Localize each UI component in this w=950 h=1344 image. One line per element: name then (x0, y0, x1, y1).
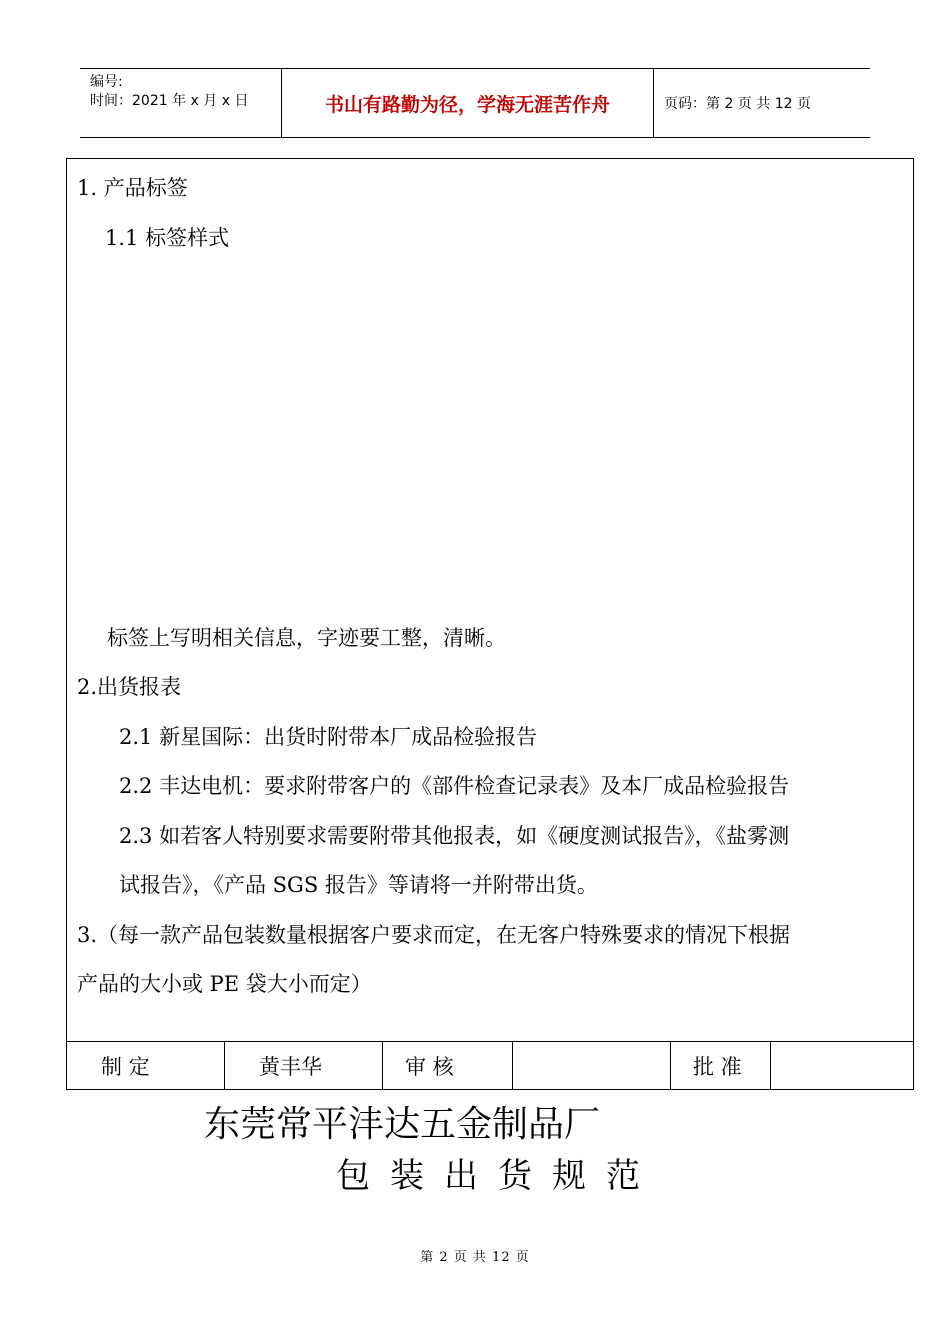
made-by-text: 黄丰华 (259, 1055, 322, 1079)
number-label: 编号: (90, 74, 123, 90)
review-label (383, 1042, 513, 1090)
motto-cell (282, 69, 654, 137)
section-3-line2: 产品的大小或 PE 袋大小而定） (77, 972, 372, 996)
approve-label-text: 批 准 (693, 1055, 742, 1079)
label-note: 标签上写明相关信息，字迹要工整，清晰。 (107, 626, 506, 650)
section-1-1: 1.1 标签样式 (105, 226, 230, 250)
page-info-text: 页码：第 2 页 共 12 页 (664, 96, 811, 112)
approve-by (771, 1042, 913, 1090)
page-footer: 第 2 页 共 12 页 (420, 1250, 530, 1265)
review-by (513, 1042, 671, 1090)
section-3-line1: 3.（每一款产品包装数量根据客户要求而定，在无客户特殊要求的情况下根据 (77, 923, 791, 947)
document-title: 包装出货规范 (336, 1156, 660, 1196)
page-info-cell (654, 69, 870, 137)
approve-label (671, 1042, 771, 1090)
section-2-3-line2: 试报告》，《产品 SGS 报告》等请将一并附带出货。 (119, 873, 598, 897)
motto-text: 书山有路勤为径，学海无涯苦作舟 (324, 93, 610, 116)
section-2-3-line1: 2.3 如若客人特别要求需要附带其他报表，如《硬度测试报告》，《盐雾测 (119, 824, 790, 848)
header-meta-cell (80, 69, 282, 137)
time-label: 时间：2021 年 x 月 x 日 (90, 93, 249, 109)
content-box (66, 158, 914, 1090)
made-label (67, 1042, 225, 1090)
section-2-2: 2.2 丰达电机：要求附带客户的《部件检查记录表》及本厂成品检验报告 (119, 774, 790, 798)
company-name: 东莞常平沣达五金制品厂 (204, 1104, 601, 1145)
signoff-row (67, 1041, 913, 1090)
made-by (225, 1042, 383, 1090)
review-label-text: 审 核 (405, 1055, 454, 1079)
document-header (80, 68, 870, 138)
section-1-title: 1. 产品标签 (77, 176, 188, 200)
made-label-text: 制 定 (101, 1055, 150, 1079)
section-2-title: 2.出货报表 (77, 675, 182, 699)
section-2-1: 2.1 新星国际：出货时附带本厂成品检验报告 (119, 725, 538, 749)
